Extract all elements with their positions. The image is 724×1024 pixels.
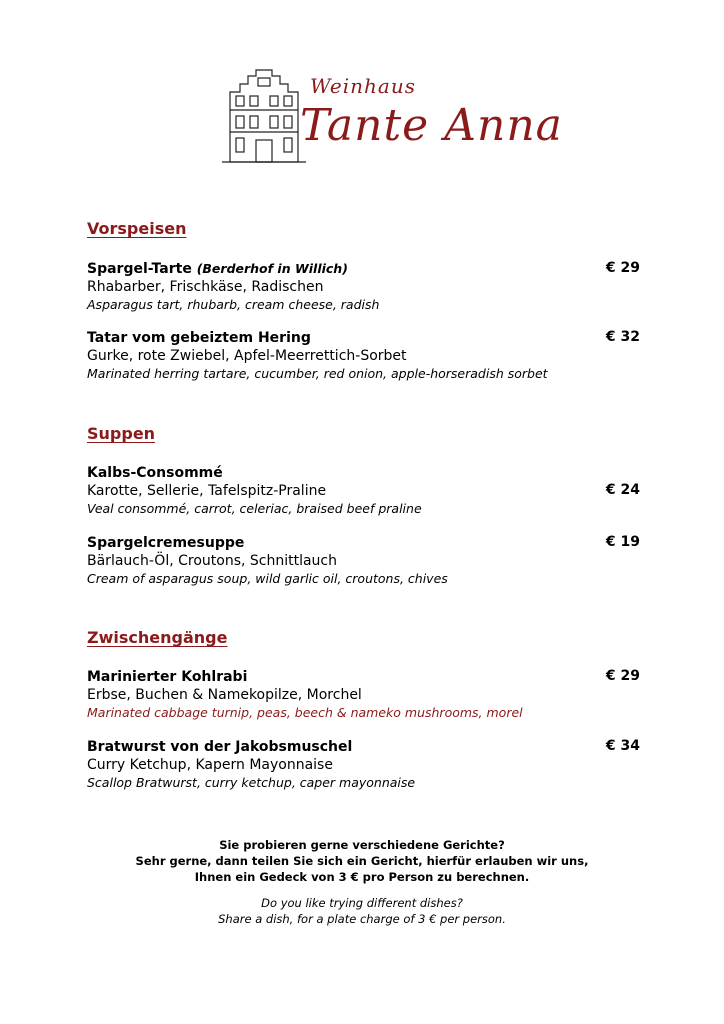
- dish-price: € 32: [605, 329, 640, 345]
- dish-description-de: Rhabarber, Frischkäse, Radischen: [87, 279, 324, 295]
- sharing-note-en: [0, 895, 724, 927]
- menu-item: [87, 668, 647, 721]
- dish-description-en: Cream of asparagus soup, wild garlic oil, croutons, chives: [87, 571, 448, 586]
- dish-description-de: Bärlauch-Öl, Croutons, Schnittlauch: [87, 553, 337, 569]
- dish-price: € 24: [605, 482, 640, 498]
- dish-price: € 19: [605, 534, 640, 550]
- note-line: Sie probieren gerne verschiedene Gerichte?: [219, 838, 505, 852]
- menu-item: [87, 464, 647, 517]
- dish-price: € 29: [605, 668, 640, 684]
- logo-line-name: Tante Anna: [300, 100, 563, 151]
- note-line: Sehr gerne, dann teilen Sie sich ein Gericht, hierfür erlauben wir uns,: [135, 854, 589, 868]
- dish-description-en: Marinated herring tartare, cucumber, red onion, apple-horseradish sorbet: [87, 366, 548, 381]
- dish-title: Kalbs-Consommé: [87, 465, 223, 481]
- dish-price: € 34: [605, 738, 640, 754]
- note-line: Ihnen ein Gedeck von 3 € pro Person zu berechnen.: [194, 870, 530, 884]
- section-title-suppen: Suppen: [87, 424, 156, 443]
- dish-price: € 29: [605, 260, 640, 276]
- menu-item: [87, 329, 647, 382]
- sharing-note-de: [0, 837, 724, 885]
- dish-description-en: Veal consommé, carrot, celeriac, braised beef praline: [87, 501, 422, 516]
- note-line: Share a dish, for a plate charge of 3 € per person.: [218, 912, 506, 926]
- dish-description-en: Marinated cabbage turnip, peas, beech & nameko mushrooms, morel: [87, 705, 523, 720]
- dish-name: [87, 260, 647, 278]
- dish-description-de: Erbse, Buchen & Namekopilze, Morchel: [87, 687, 362, 703]
- dish-origin: (Berderhof in Willich): [196, 261, 348, 276]
- dish-title: Spargelcremesuppe: [87, 535, 245, 551]
- menu-item: [87, 260, 647, 313]
- dish-description-en: Scallop Bratwurst, curry ketchup, caper mayonnaise: [87, 775, 416, 790]
- logo-line-weinhaus: Weinhaus: [310, 74, 416, 98]
- dish-title: Spargel-Tarte: [87, 261, 192, 277]
- menu-item: [87, 738, 647, 791]
- dish-title: Marinierter Kohlrabi: [87, 669, 248, 685]
- dish-description-de: Karotte, Sellerie, Tafelspitz-Praline: [87, 483, 327, 499]
- dish-description-de: Gurke, rote Zwiebel, Apfel-Meerrettich-Sorbet: [87, 348, 407, 364]
- house-icon: [222, 70, 306, 162]
- dish-title: Tatar vom gebeiztem Hering: [87, 330, 311, 346]
- section-title-zwischengaenge: Zwischengänge: [87, 628, 228, 647]
- note-line: Do you like trying different dishes?: [261, 896, 463, 910]
- section-title-vorspeisen: Vorspeisen: [87, 219, 187, 238]
- dish-description-en: Asparagus tart, rhubarb, cream cheese, radish: [87, 297, 380, 312]
- menu-item: [87, 534, 647, 587]
- dish-description-de: Curry Ketchup, Kapern Mayonnaise: [87, 757, 333, 773]
- dish-title: Bratwurst von der Jakobsmuschel: [87, 739, 353, 755]
